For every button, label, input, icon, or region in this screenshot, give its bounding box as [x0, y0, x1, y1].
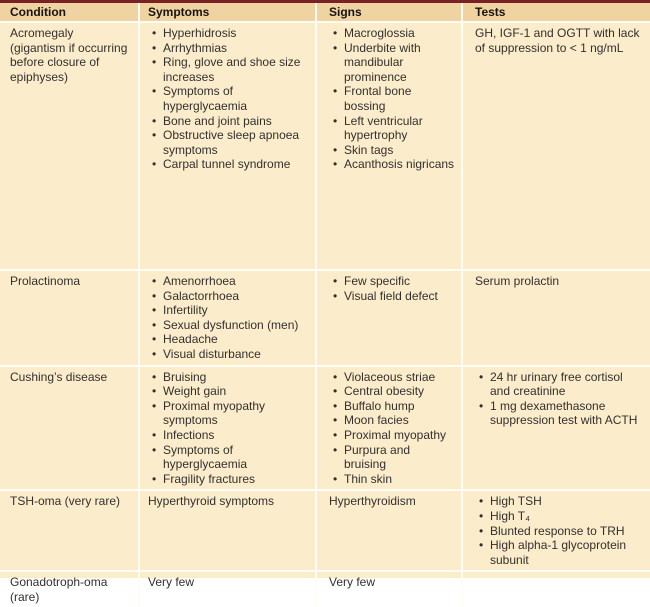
condition-cell — [0, 23, 140, 269]
bullet-icon: • — [333, 471, 338, 486]
signs-cell — [317, 271, 463, 365]
bullet-icon: • — [333, 40, 338, 55]
bullet-text: Central obesity — [344, 384, 425, 399]
bullet-item — [329, 384, 455, 399]
bullet-icon: • — [333, 384, 338, 399]
bullet-icon: • — [479, 369, 484, 384]
bullet-icon: • — [152, 55, 157, 70]
bullet-item — [148, 157, 309, 172]
bullet-icon: • — [152, 332, 157, 347]
bullet-text: High T₄ — [490, 508, 531, 523]
bullet-text: Proximal myopathy symptoms — [163, 398, 266, 428]
bullet-icon: • — [152, 303, 157, 318]
bullet-text: Skin tags — [344, 142, 394, 157]
bullet-icon: • — [152, 384, 157, 399]
bullet-text: Headache — [163, 332, 218, 347]
bullet-item — [148, 303, 309, 318]
signs-cell — [317, 367, 463, 490]
bullet-icon: • — [333, 113, 338, 128]
bullet-item — [148, 347, 309, 362]
bullet-icon: • — [333, 288, 338, 303]
bullet-item — [329, 157, 455, 172]
bullet-text: Purpura and bruising — [344, 442, 411, 472]
table-header — [0, 3, 650, 21]
bullet-icon: • — [333, 157, 338, 172]
bullet-text: Left ventricular hypertrophy — [344, 113, 423, 143]
table-body — [0, 21, 650, 607]
condition-cell — [0, 572, 140, 607]
bullet-item — [475, 494, 644, 509]
cell-text: TSH-oma (very rare) — [10, 494, 121, 509]
bullet-icon: • — [152, 40, 157, 55]
bullet-text: Frontal bone bossing — [344, 84, 412, 113]
bullet-item — [329, 289, 455, 304]
column-header-symptoms: Symptoms — [140, 3, 317, 21]
table-row — [0, 269, 650, 365]
symptoms-cell — [140, 572, 317, 607]
condition-cell — [0, 491, 140, 570]
bullet-item — [148, 318, 309, 333]
bullet-icon: • — [333, 442, 338, 457]
bullet-icon: • — [333, 26, 338, 40]
bullet-text: Infertility — [163, 303, 208, 318]
table-row — [0, 21, 650, 269]
bullet-text: Obstructive sleep apnoea symptoms — [163, 128, 300, 157]
bullet-list — [475, 494, 644, 567]
bullet-icon: • — [479, 538, 484, 553]
bullet-text: Blunted response to TRH — [490, 523, 625, 538]
bullet-text: Proximal myopathy — [344, 427, 447, 442]
bullet-text: Acanthosis nigricans — [344, 157, 455, 172]
bullet-icon: • — [333, 427, 338, 442]
bullet-text: Fragility fractures — [163, 471, 256, 486]
bullet-text: 1 mg dexamethasone suppression test with ACTH — [490, 398, 638, 428]
bullet-text: Bruising — [163, 369, 207, 384]
bullet-icon: • — [152, 288, 157, 303]
symptoms-cell — [140, 23, 317, 269]
bullet-icon: • — [152, 84, 157, 99]
bullet-item — [329, 370, 455, 385]
cell-text: Hyperthyroidism — [329, 494, 416, 509]
bullet-text: Violaceous striae — [344, 369, 436, 384]
bullet-item — [148, 428, 309, 443]
bullet-item — [148, 26, 309, 41]
cell-text: GH, IGF-1 and OGTT with lack of suppression to < 1 ng/mL — [475, 26, 640, 55]
bullet-item — [329, 274, 455, 289]
bullet-text: Visual field defect — [344, 288, 438, 303]
bullet-icon: • — [152, 471, 157, 486]
bullet-text: Thin skin — [344, 471, 393, 486]
bullet-item — [148, 84, 309, 113]
bullet-list — [329, 274, 455, 303]
bullet-icon: • — [152, 317, 157, 332]
bullet-item — [329, 443, 455, 472]
bullet-item — [329, 472, 455, 487]
tests-cell — [463, 367, 650, 490]
cell-text: Gonadotroph-oma (rare) — [10, 575, 108, 604]
condition-cell — [0, 271, 140, 365]
cell-text: Serum prolactin — [475, 274, 560, 288]
bullet-item — [475, 370, 644, 399]
table-row — [0, 570, 650, 607]
bullet-icon: • — [333, 142, 338, 157]
signs-cell — [317, 23, 463, 269]
signs-cell — [317, 491, 463, 570]
bullet-text: 24 hr urinary free cortisol and creatinine — [490, 369, 623, 399]
bullet-text: Arrhythmias — [163, 40, 228, 55]
column-header-condition: Condition — [0, 3, 140, 21]
signs-cell — [317, 572, 463, 607]
bullet-text: Hyperhidrosis — [163, 26, 237, 40]
bullet-list — [329, 26, 455, 172]
bullet-item — [329, 41, 455, 85]
bullet-item — [148, 128, 309, 157]
bullet-text: High TSH — [490, 494, 542, 509]
tests-cell — [463, 23, 650, 269]
tests-cell — [463, 491, 650, 570]
bullet-item — [329, 413, 455, 428]
bullet-item — [148, 384, 309, 399]
cell-text: Very few — [329, 575, 376, 590]
bullet-text: Bone and joint pains — [163, 113, 272, 128]
bullet-text: Symptoms of hyperglycaemia — [163, 442, 248, 472]
bullet-list — [329, 370, 455, 487]
bullet-text: Galactorrhoea — [163, 288, 240, 303]
condition-cell — [0, 367, 140, 490]
bullet-list — [148, 274, 309, 362]
bullet-text: Ring, glove and shoe size increases — [163, 55, 301, 84]
bullet-icon: • — [479, 494, 484, 509]
bullet-text: Carpal tunnel syndrome — [163, 157, 291, 172]
bullet-list — [148, 370, 309, 487]
bullet-item — [148, 472, 309, 487]
cell-text: Prolactinoma — [10, 274, 81, 288]
bullet-icon: • — [152, 128, 157, 143]
bullet-icon: • — [152, 346, 157, 361]
bullet-text: High alpha-1 glycoprotein subunit — [490, 538, 627, 567]
bullet-item — [329, 399, 455, 414]
bullet-item — [148, 114, 309, 129]
cell-text: Cushing’s disease — [10, 369, 108, 384]
bullet-text: Weight gain — [163, 384, 227, 399]
cell-text: Hyperthyroid symptoms — [148, 494, 275, 509]
bullet-text: Moon facies — [344, 413, 409, 428]
bullet-icon: • — [152, 369, 157, 384]
bullet-text: Buffalo hump — [344, 398, 415, 413]
table-row — [0, 365, 650, 490]
bullet-text: Visual disturbance — [163, 346, 261, 361]
bullet-icon: • — [152, 26, 157, 40]
bullet-item — [475, 399, 644, 428]
tests-cell — [463, 572, 650, 607]
bullet-icon: • — [333, 274, 338, 288]
bullet-text: Macroglossia — [344, 26, 415, 40]
bullet-text: Infections — [163, 427, 215, 442]
bullet-text: Sexual dysfunction (men) — [163, 317, 299, 332]
symptoms-cell — [140, 367, 317, 490]
bullet-item — [148, 41, 309, 56]
cell-text: Acromegaly (gigantism if occurring before closure of epiphyses) — [10, 26, 128, 84]
bullet-icon: • — [152, 427, 157, 442]
bullet-item — [148, 55, 309, 84]
bullet-item — [329, 84, 455, 113]
bullet-item — [475, 524, 644, 539]
bullet-text: Amenorrhoea — [163, 274, 236, 288]
bullet-icon: • — [479, 398, 484, 413]
tests-cell — [463, 271, 650, 365]
symptoms-cell — [140, 491, 317, 570]
table-row — [0, 489, 650, 570]
bullet-list — [148, 26, 309, 172]
column-header-tests: Tests — [475, 5, 506, 19]
bullet-item — [148, 370, 309, 385]
bullet-item — [329, 26, 455, 41]
bullet-icon: • — [479, 523, 484, 538]
bullet-icon: • — [479, 508, 484, 523]
bullet-icon: • — [333, 413, 338, 428]
bullet-item — [475, 509, 644, 524]
bullet-text: Underbite with mandibular prominence — [344, 40, 421, 84]
bullet-icon: • — [333, 84, 338, 99]
bullet-text: Few specific — [344, 274, 411, 288]
bullet-icon: • — [152, 442, 157, 457]
bullet-icon: • — [333, 369, 338, 384]
bullet-item — [329, 114, 455, 143]
bullet-icon: • — [333, 398, 338, 413]
bullet-item — [148, 443, 309, 472]
bullet-icon: • — [152, 274, 157, 288]
cell-text: Very few — [148, 575, 195, 590]
bullet-icon: • — [152, 398, 157, 413]
bullet-icon: • — [152, 113, 157, 128]
symptoms-cell — [140, 271, 317, 365]
bullet-text: Symptoms of hyperglycaemia — [163, 84, 248, 113]
bullet-item — [148, 274, 309, 289]
bullet-item — [475, 538, 644, 567]
bullet-item — [148, 332, 309, 347]
column-header-signs: Signs — [317, 3, 463, 21]
bullet-list — [475, 370, 644, 428]
bullet-item — [148, 399, 309, 428]
bullet-item — [329, 428, 455, 443]
bullet-item — [329, 143, 455, 158]
bullet-item — [148, 289, 309, 304]
bullet-icon: • — [152, 157, 157, 172]
